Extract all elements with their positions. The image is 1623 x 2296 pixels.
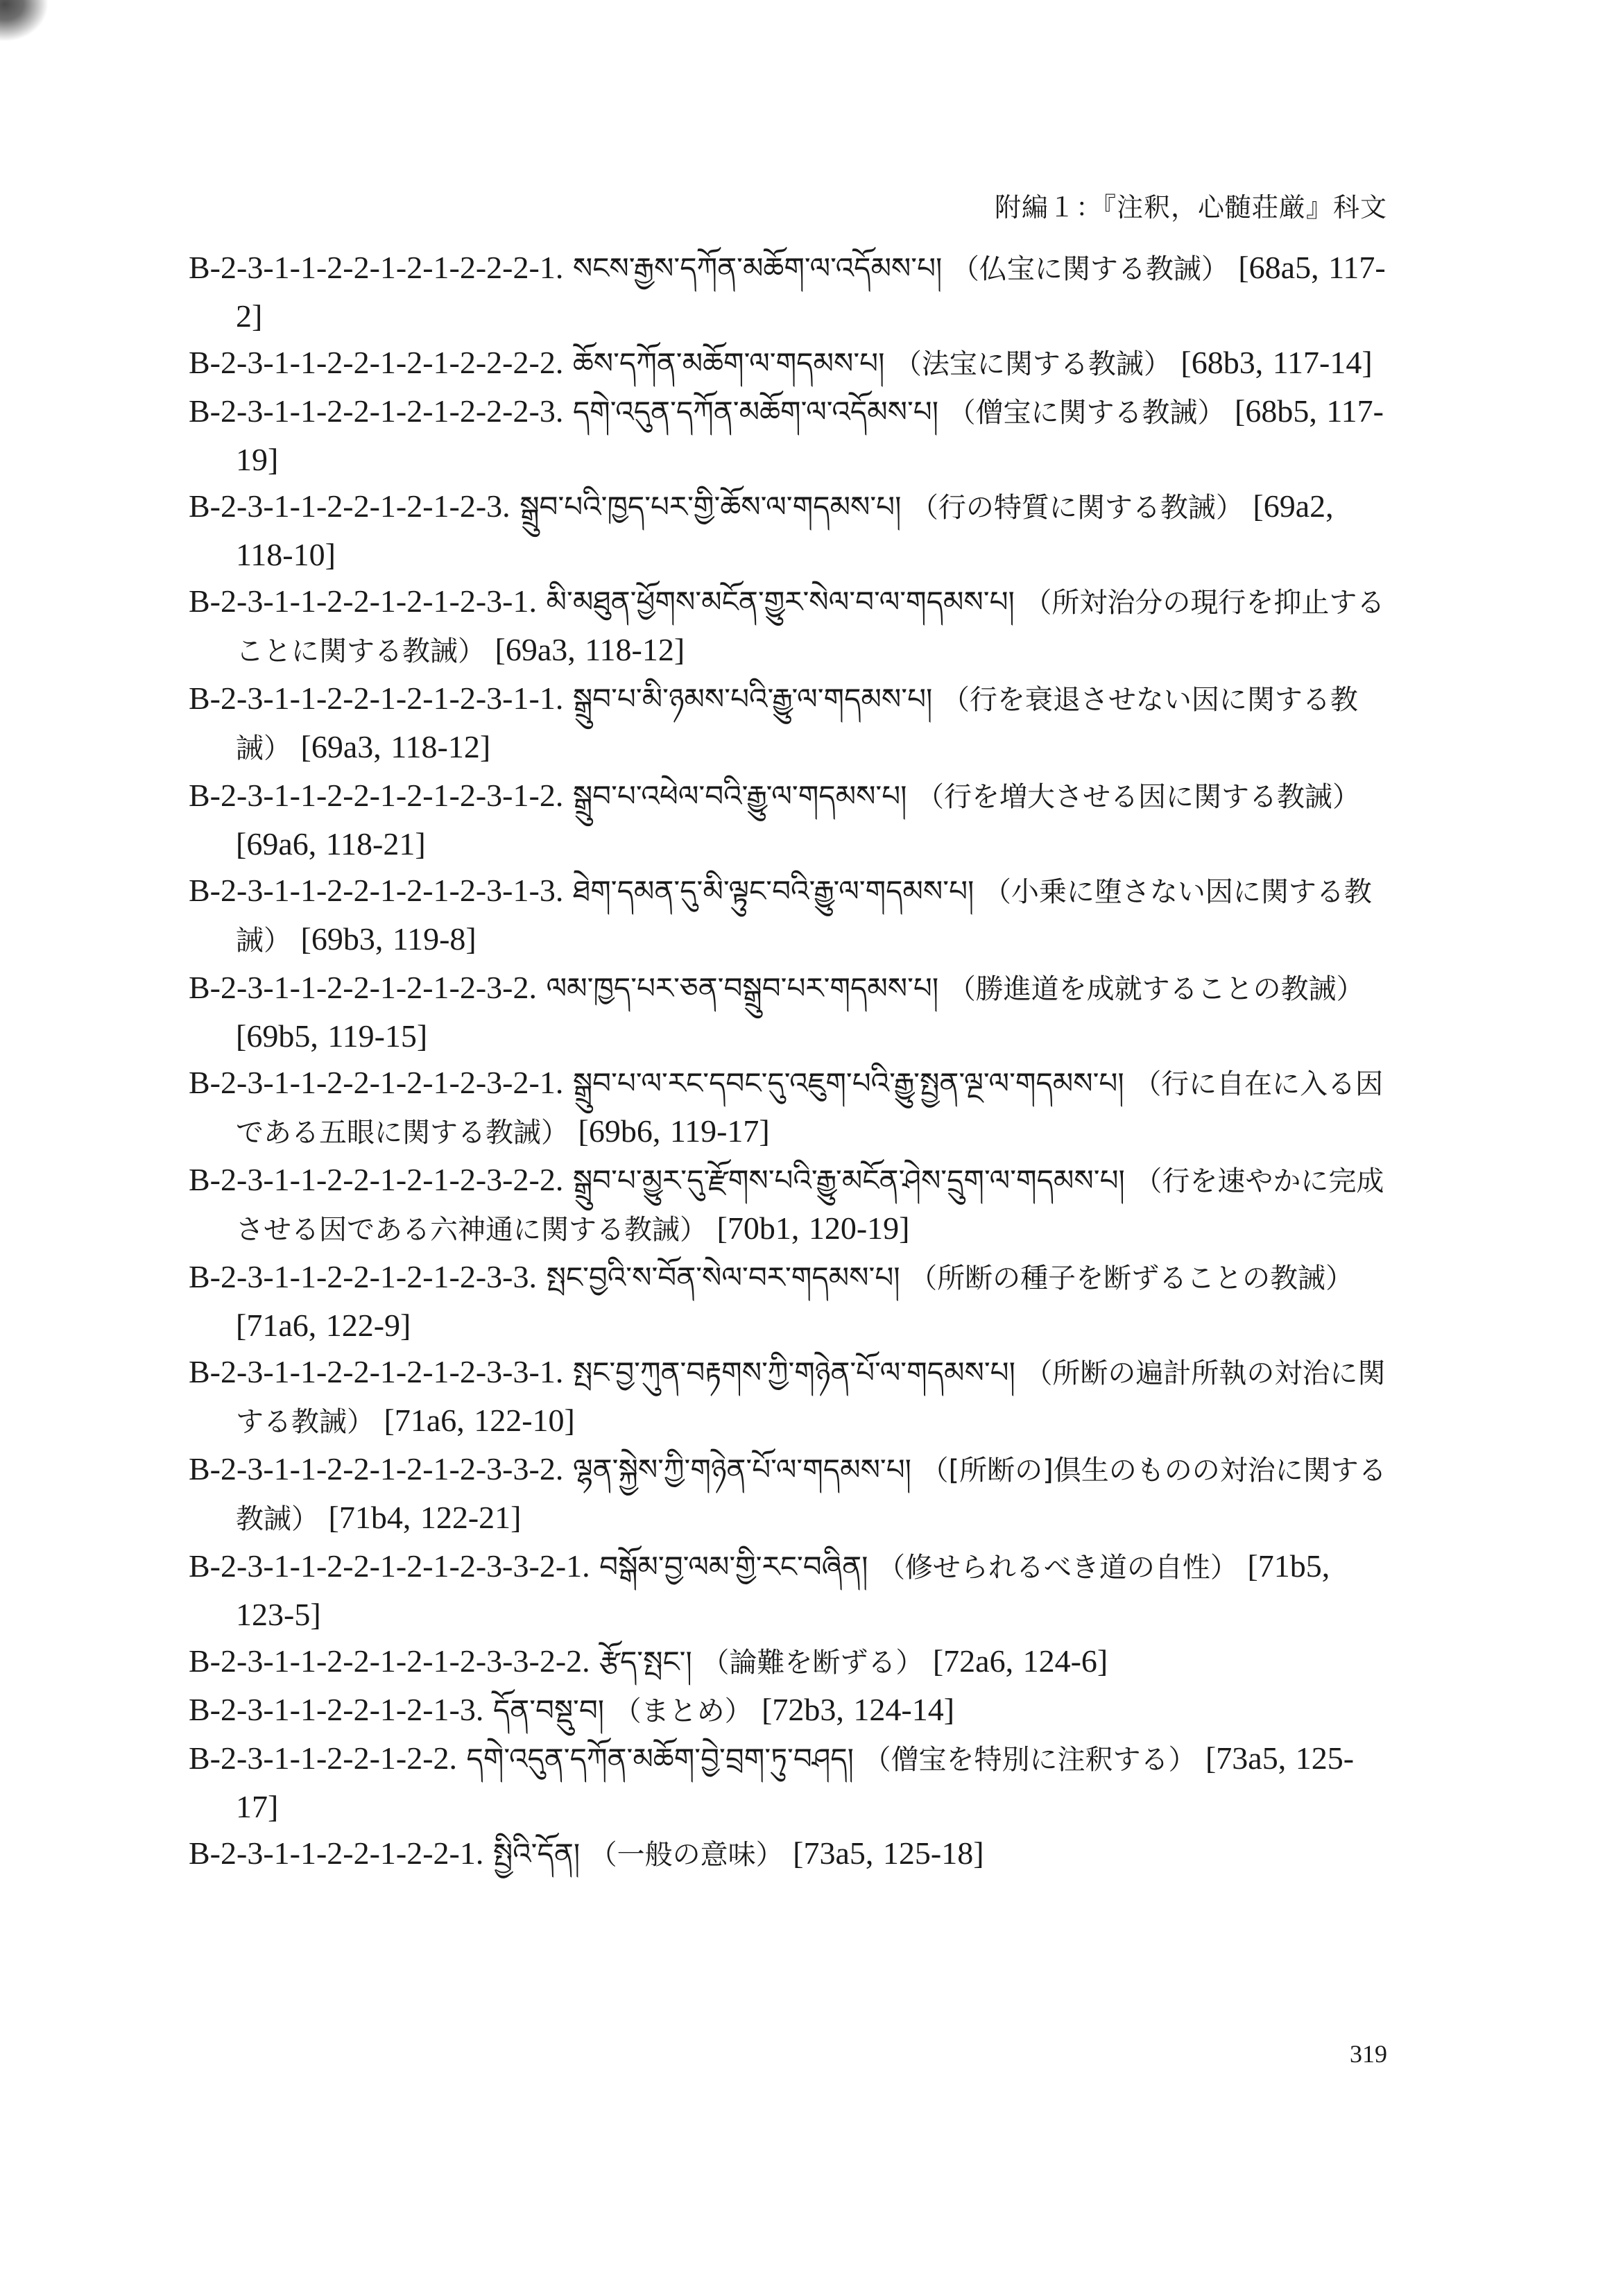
entry-japanese: （所対治分の現行を抑止することに関する教誡）	[236, 587, 1385, 667]
entry-tibetan: ཆོས་དཀོན་མཆོག་ལ་གདམས་པ།	[572, 346, 885, 380]
entry-japanese: （法宝に関する教誡）	[893, 348, 1171, 380]
entry-reference: [69a3, 118-12]	[300, 729, 491, 764]
entry-reference: [72b3, 124-14]	[762, 1692, 955, 1727]
entry-japanese: （小乗に堕さない因に関する教誡）	[236, 876, 1372, 957]
outline-entry	[189, 578, 1396, 675]
entry-code: B-2-3-1-1-2-2-1-2-2.	[189, 1740, 458, 1776]
outline-entry	[189, 1253, 1396, 1348]
entry-reference: [69a2, 118-10]	[236, 488, 1334, 572]
entry-japanese: （[所断の]倶生のものの対治に関する教誡）	[236, 1455, 1386, 1535]
entry-reference: [68a5, 117-2]	[236, 250, 1386, 334]
entry-code: B-2-3-1-1-2-2-1-2-1-2-3-2-1.	[189, 1065, 564, 1100]
outline-entry	[189, 867, 1396, 964]
entry-reference: [73a5, 125-18]	[793, 1835, 984, 1871]
entry-tibetan: ལྷན་སྐྱེས་ཀྱི་གཉེན་པོ་ལ་གདམས་པ།	[572, 1453, 911, 1487]
entry-code: B-2-3-1-1-2-2-1-2-1-2-2-2-2.	[189, 345, 564, 380]
outline-entry	[189, 1543, 1396, 1638]
entry-tibetan: བསྒོམ་བྱ་ལམ་གྱི་རང་བཞིན།	[599, 1550, 868, 1584]
entry-code: B-2-3-1-1-2-2-1-2-1-2-3-1.	[189, 583, 538, 619]
entry-japanese: （修せられるべき道の自性）	[877, 1552, 1238, 1584]
entry-tibetan: རྩོད་སྤང་།	[599, 1645, 692, 1679]
outline-entry	[189, 483, 1396, 578]
entry-code: B-2-3-1-1-2-2-1-2-1-2-3-3-2-1.	[189, 1548, 590, 1584]
entry-tibetan: སྒྲུབ་པ་མི་ཉམས་པའི་རྒྱུ་ལ་གདམས་པ།	[572, 682, 933, 716]
outline-entry	[189, 1446, 1396, 1543]
entry-tibetan: སྤང་བྱའི་ས་བོན་སེལ་བར་གདམས་པ།	[546, 1260, 900, 1294]
entry-tibetan: སྒྲུབ་པ་མྱུར་དུ་རྫོགས་པའི་རྒྱུ་མངོན་ཤེས་དྲུག་ལ་གདམས་པ།	[572, 1163, 1125, 1197]
entry-tibetan: དགེ་འདུན་དཀོན་མཆོག་བྱེ་བྲག་ཏུ་བཤད།	[466, 1742, 854, 1776]
entry-reference: [71a6, 122-10]	[384, 1403, 575, 1438]
entry-reference: [69a6, 118-21]	[236, 826, 426, 862]
entry-tibetan: སྤྱིའི་དོན།	[492, 1837, 581, 1871]
entry-tibetan: དོན་བསྡུ་བ།	[492, 1693, 605, 1727]
entry-code: B-2-3-1-1-2-2-1-2-1-2-3-1-1.	[189, 680, 564, 716]
entry-reference: [70b1, 120-19]	[716, 1210, 910, 1246]
entry-japanese: （行の特質に関する教誡）	[910, 492, 1244, 524]
outline-entry	[189, 772, 1396, 867]
entry-code: B-2-3-1-1-2-2-1-2-1-2-3-1-3.	[189, 873, 564, 908]
outline-entry	[189, 1686, 1396, 1735]
entry-tibetan: དགེ་འདུན་དཀོན་མཆོག་ལ་འདོམས་པ།	[572, 395, 939, 429]
entry-japanese: （行を速やかに完成させる因である六神通に関する教誡）	[236, 1165, 1384, 1246]
outline-entry	[189, 964, 1396, 1059]
entry-code: B-2-3-1-1-2-2-1-2-1-3.	[189, 1692, 484, 1727]
entry-code: B-2-3-1-1-2-2-1-2-1-2-3-1-2.	[189, 778, 564, 813]
outline-entry	[189, 675, 1396, 772]
entry-japanese: （所断の種子を断ずることの教誡）	[909, 1262, 1354, 1294]
outline-entry	[189, 1830, 1396, 1878]
entry-tibetan: མི་མཐུན་ཕྱོགས་མངོན་གྱུར་སེལ་བ་ལ་གདམས་པ།	[546, 585, 1015, 619]
entry-code: B-2-3-1-1-2-2-1-2-2-1.	[189, 1835, 484, 1871]
entry-japanese: （勝進道を成就することの教誡）	[947, 973, 1364, 1005]
entry-tibetan: ཐེག་དམན་དུ་མི་ལྟུང་བའི་རྒྱུ་ལ་གདམས་པ།	[572, 874, 974, 908]
entry-reference: [71a6, 122-9]	[236, 1308, 411, 1343]
entry-japanese: （所断の遍計所執の対治に関する教誡）	[236, 1357, 1386, 1438]
entry-japanese: （仏宝に関する教誡）	[951, 253, 1229, 285]
entry-tibetan: ལམ་ཁྱད་པར་ཅན་བསྒྲུབ་པར་གདམས་པ།	[546, 971, 939, 1005]
outline-entry	[189, 1735, 1396, 1830]
entry-japanese: （行に自在に入る因である五眼に関する教誡）	[236, 1068, 1384, 1149]
outline-entries	[189, 244, 1396, 1878]
entry-tibetan: སྤང་བྱ་ཀུན་བརྟགས་ཀྱི་གཉེན་པོ་ལ་གདམས་པ།	[572, 1355, 1015, 1389]
entry-japanese: （僧宝を特別に注釈する）	[863, 1744, 1196, 1776]
entry-code: B-2-3-1-1-2-2-1-2-1-2-3-3-1.	[189, 1354, 564, 1389]
entry-reference: [68b5, 117-19]	[236, 393, 1384, 477]
outline-entry	[189, 244, 1396, 339]
scan-corner-smudge	[0, 0, 49, 42]
entry-code: B-2-3-1-1-2-2-1-2-1-2-2-2-1.	[189, 250, 564, 285]
entry-code: B-2-3-1-1-2-2-1-2-1-2-3-3-2-2.	[189, 1643, 590, 1679]
entry-reference: [69b5, 119-15]	[236, 1018, 428, 1054]
entry-reference: [71b5, 123-5]	[236, 1548, 1330, 1632]
entry-reference: [69a3, 118-12]	[495, 632, 685, 667]
entry-japanese: （論難を断ずる）	[701, 1647, 924, 1679]
entry-reference: [69b3, 119-8]	[300, 921, 476, 957]
entry-japanese: （行を衰退させない因に関する教誡）	[236, 684, 1358, 764]
entry-code: B-2-3-1-1-2-2-1-2-1-2-3.	[189, 488, 510, 524]
entry-reference: [72a6, 124-6]	[932, 1643, 1108, 1679]
outline-entry	[189, 1348, 1396, 1446]
entry-japanese: （一般の意味）	[589, 1839, 784, 1871]
entry-japanese: （まとめ）	[613, 1695, 753, 1727]
page-number: 319	[1350, 2040, 1387, 2068]
entry-code: B-2-3-1-1-2-2-1-2-1-2-3-2-2.	[189, 1162, 564, 1197]
entry-reference: [73a5, 125-17]	[236, 1740, 1355, 1824]
entry-code: B-2-3-1-1-2-2-1-2-1-2-2-2-3.	[189, 393, 564, 429]
outline-entry	[189, 1638, 1396, 1686]
entry-reference: [71b4, 122-21]	[328, 1500, 522, 1535]
outline-entry	[189, 1059, 1396, 1156]
outline-entry	[189, 1156, 1396, 1253]
entry-reference: [68b3, 117-14]	[1180, 345, 1373, 380]
entry-tibetan: སངས་རྒྱས་དཀོན་མཆོག་ལ་འདོམས་པ།	[572, 251, 943, 285]
entry-reference: [69b6, 119-17]	[578, 1113, 770, 1149]
entry-japanese: （僧宝に関する教誡）	[947, 397, 1226, 429]
entry-code: B-2-3-1-1-2-2-1-2-1-2-3-3-2.	[189, 1451, 564, 1487]
outline-entry	[189, 388, 1396, 483]
outline-entry	[189, 339, 1396, 388]
entry-tibetan: སྒྲུབ་པའི་ཁྱད་པར་གྱི་ཆོས་ལ་གདམས་པ།	[519, 490, 902, 524]
running-header: 附編１：『注釈，心髄荘厳』科文	[994, 192, 1387, 223]
entry-code: B-2-3-1-1-2-2-1-2-1-2-3-3.	[189, 1259, 538, 1294]
entry-tibetan: སྒྲུབ་པ་འཕེལ་བའི་རྒྱུ་ལ་གདམས་པ།	[572, 779, 907, 813]
entry-japanese: （行を増大させる因に関する教誡）	[916, 781, 1360, 813]
entry-tibetan: སྒྲུབ་པ་ལ་རང་དབང་དུ་འཇུག་པའི་རྒྱུ་སྤྱན་ལྔ་ལ་གདམས་པ།	[572, 1066, 1124, 1100]
entry-code: B-2-3-1-1-2-2-1-2-1-2-3-2.	[189, 970, 538, 1005]
